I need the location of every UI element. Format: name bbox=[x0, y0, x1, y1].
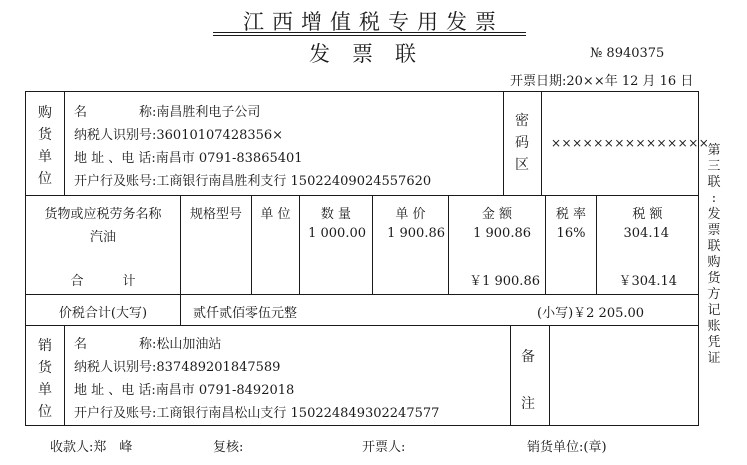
price-total-words: 贰仟贰佰零伍元整 bbox=[193, 306, 298, 321]
header-price: 单 价 bbox=[395, 207, 426, 222]
total-amount: ￥1 900.86 bbox=[469, 274, 540, 289]
invoice-subtitle: 发票联 bbox=[309, 42, 438, 66]
header-unit: 单 位 bbox=[260, 207, 291, 222]
buyer-label-divider bbox=[64, 91, 65, 195]
buyer-bank-row: 开户行及账号:工商银行南昌胜利支行 15022409024557620 bbox=[74, 174, 432, 189]
remarks-left-divider bbox=[510, 325, 511, 425]
cipher-label-divider bbox=[541, 91, 542, 195]
price-total-label: 价税合计(大写) bbox=[58, 306, 148, 321]
footer-seller-unit: 销货单位:(章) bbox=[527, 440, 607, 455]
buyer-name-row: 名 称:南昌胜利电子公司 bbox=[74, 105, 261, 120]
seller-address: 南昌市 0791-8492018 bbox=[155, 383, 295, 398]
buyer-section-divider bbox=[25, 195, 699, 196]
title-underline bbox=[213, 32, 526, 33]
price-total-divider bbox=[25, 325, 699, 326]
header-item-name: 货物或应税劳务名称 bbox=[44, 207, 162, 222]
seller-label-divider bbox=[64, 325, 65, 425]
table-border-top bbox=[25, 91, 699, 92]
table-border-bottom bbox=[25, 425, 699, 426]
cipher-label: 密 码 区 bbox=[515, 113, 529, 173]
footer-reviewer: 复核: bbox=[213, 440, 244, 455]
seller-section-label: 销 货 单 位 bbox=[38, 338, 52, 420]
seller-tax-id: 837489201847589 bbox=[156, 360, 281, 375]
seller-address-row: 地 址 、电 话:南昌市 0791-8492018 bbox=[74, 383, 295, 398]
item-tax: 304.14 bbox=[623, 226, 669, 241]
buyer-bank: 工商银行南昌胜利支行 15022409024557620 bbox=[156, 174, 432, 189]
buyer-name: 南昌胜利电子公司 bbox=[156, 105, 261, 120]
header-rate: 税 率 bbox=[555, 207, 587, 222]
invoice-date: 开票日期:20××年 12 月 16 日 bbox=[510, 74, 694, 89]
price-total-label-divider bbox=[180, 294, 181, 325]
invoice-title: 江西增值税专用发票 bbox=[243, 10, 504, 34]
seller-bank: 工商银行南昌松山支行 150224849302247577 bbox=[156, 406, 440, 421]
invoice-number: № 8940375 bbox=[590, 46, 665, 61]
seller-name-row: 名 称:松山加油站 bbox=[74, 337, 222, 352]
item-name: 汽油 bbox=[89, 230, 116, 245]
seller-bank-row: 开户行及账号:工商银行南昌松山支行 150224849302247577 bbox=[74, 406, 440, 421]
footer-issuer: 开票人: bbox=[362, 440, 406, 455]
remarks-label-top: 备 bbox=[521, 349, 535, 365]
buyer-tax-id-row: 纳税人识别号:36010107428356× bbox=[74, 128, 284, 143]
seller-tax-id-row: 纳税人识别号:837489201847589 bbox=[74, 360, 281, 375]
buyer-address-row: 地 址 、电 话:南昌市 0791-83865401 bbox=[74, 151, 303, 166]
item-rate: 16% bbox=[556, 226, 586, 241]
item-qty: 1 000.00 bbox=[308, 226, 366, 241]
items-section-divider bbox=[25, 294, 699, 295]
table-border-left bbox=[25, 91, 26, 425]
item-amount: 1 900.86 bbox=[473, 226, 531, 241]
buyer-tax-id: 36010107428356× bbox=[156, 128, 284, 143]
title-underline bbox=[213, 35, 526, 36]
total-tax: ￥304.14 bbox=[618, 274, 677, 289]
copy-type-note: 第 三 联 : 发 票 联 购 货 方 记 账 凭 证 bbox=[707, 143, 721, 366]
header-qty: 数 量 bbox=[320, 207, 352, 222]
header-spec: 规格型号 bbox=[189, 207, 242, 222]
remarks-label-divider bbox=[549, 325, 550, 425]
item-price: 1 900.86 bbox=[387, 226, 445, 241]
header-tax: 税 额 bbox=[632, 207, 663, 222]
cipher-left-divider bbox=[503, 91, 504, 195]
header-amount: 金 额 bbox=[481, 207, 513, 222]
seller-name: 松山加油站 bbox=[156, 337, 222, 352]
price-total-small: (小写)￥2 205.00 bbox=[537, 306, 645, 321]
remarks-label-bottom: 注 bbox=[521, 396, 535, 412]
total-label: 合 计 bbox=[70, 274, 136, 289]
buyer-section-label: 购 货 单 位 bbox=[38, 105, 52, 187]
buyer-address: 南昌市 0791-83865401 bbox=[155, 151, 303, 166]
cipher-value: ××××××××××××××× bbox=[551, 136, 710, 150]
footer-payee: 收款人:郑 峰 bbox=[50, 440, 133, 455]
